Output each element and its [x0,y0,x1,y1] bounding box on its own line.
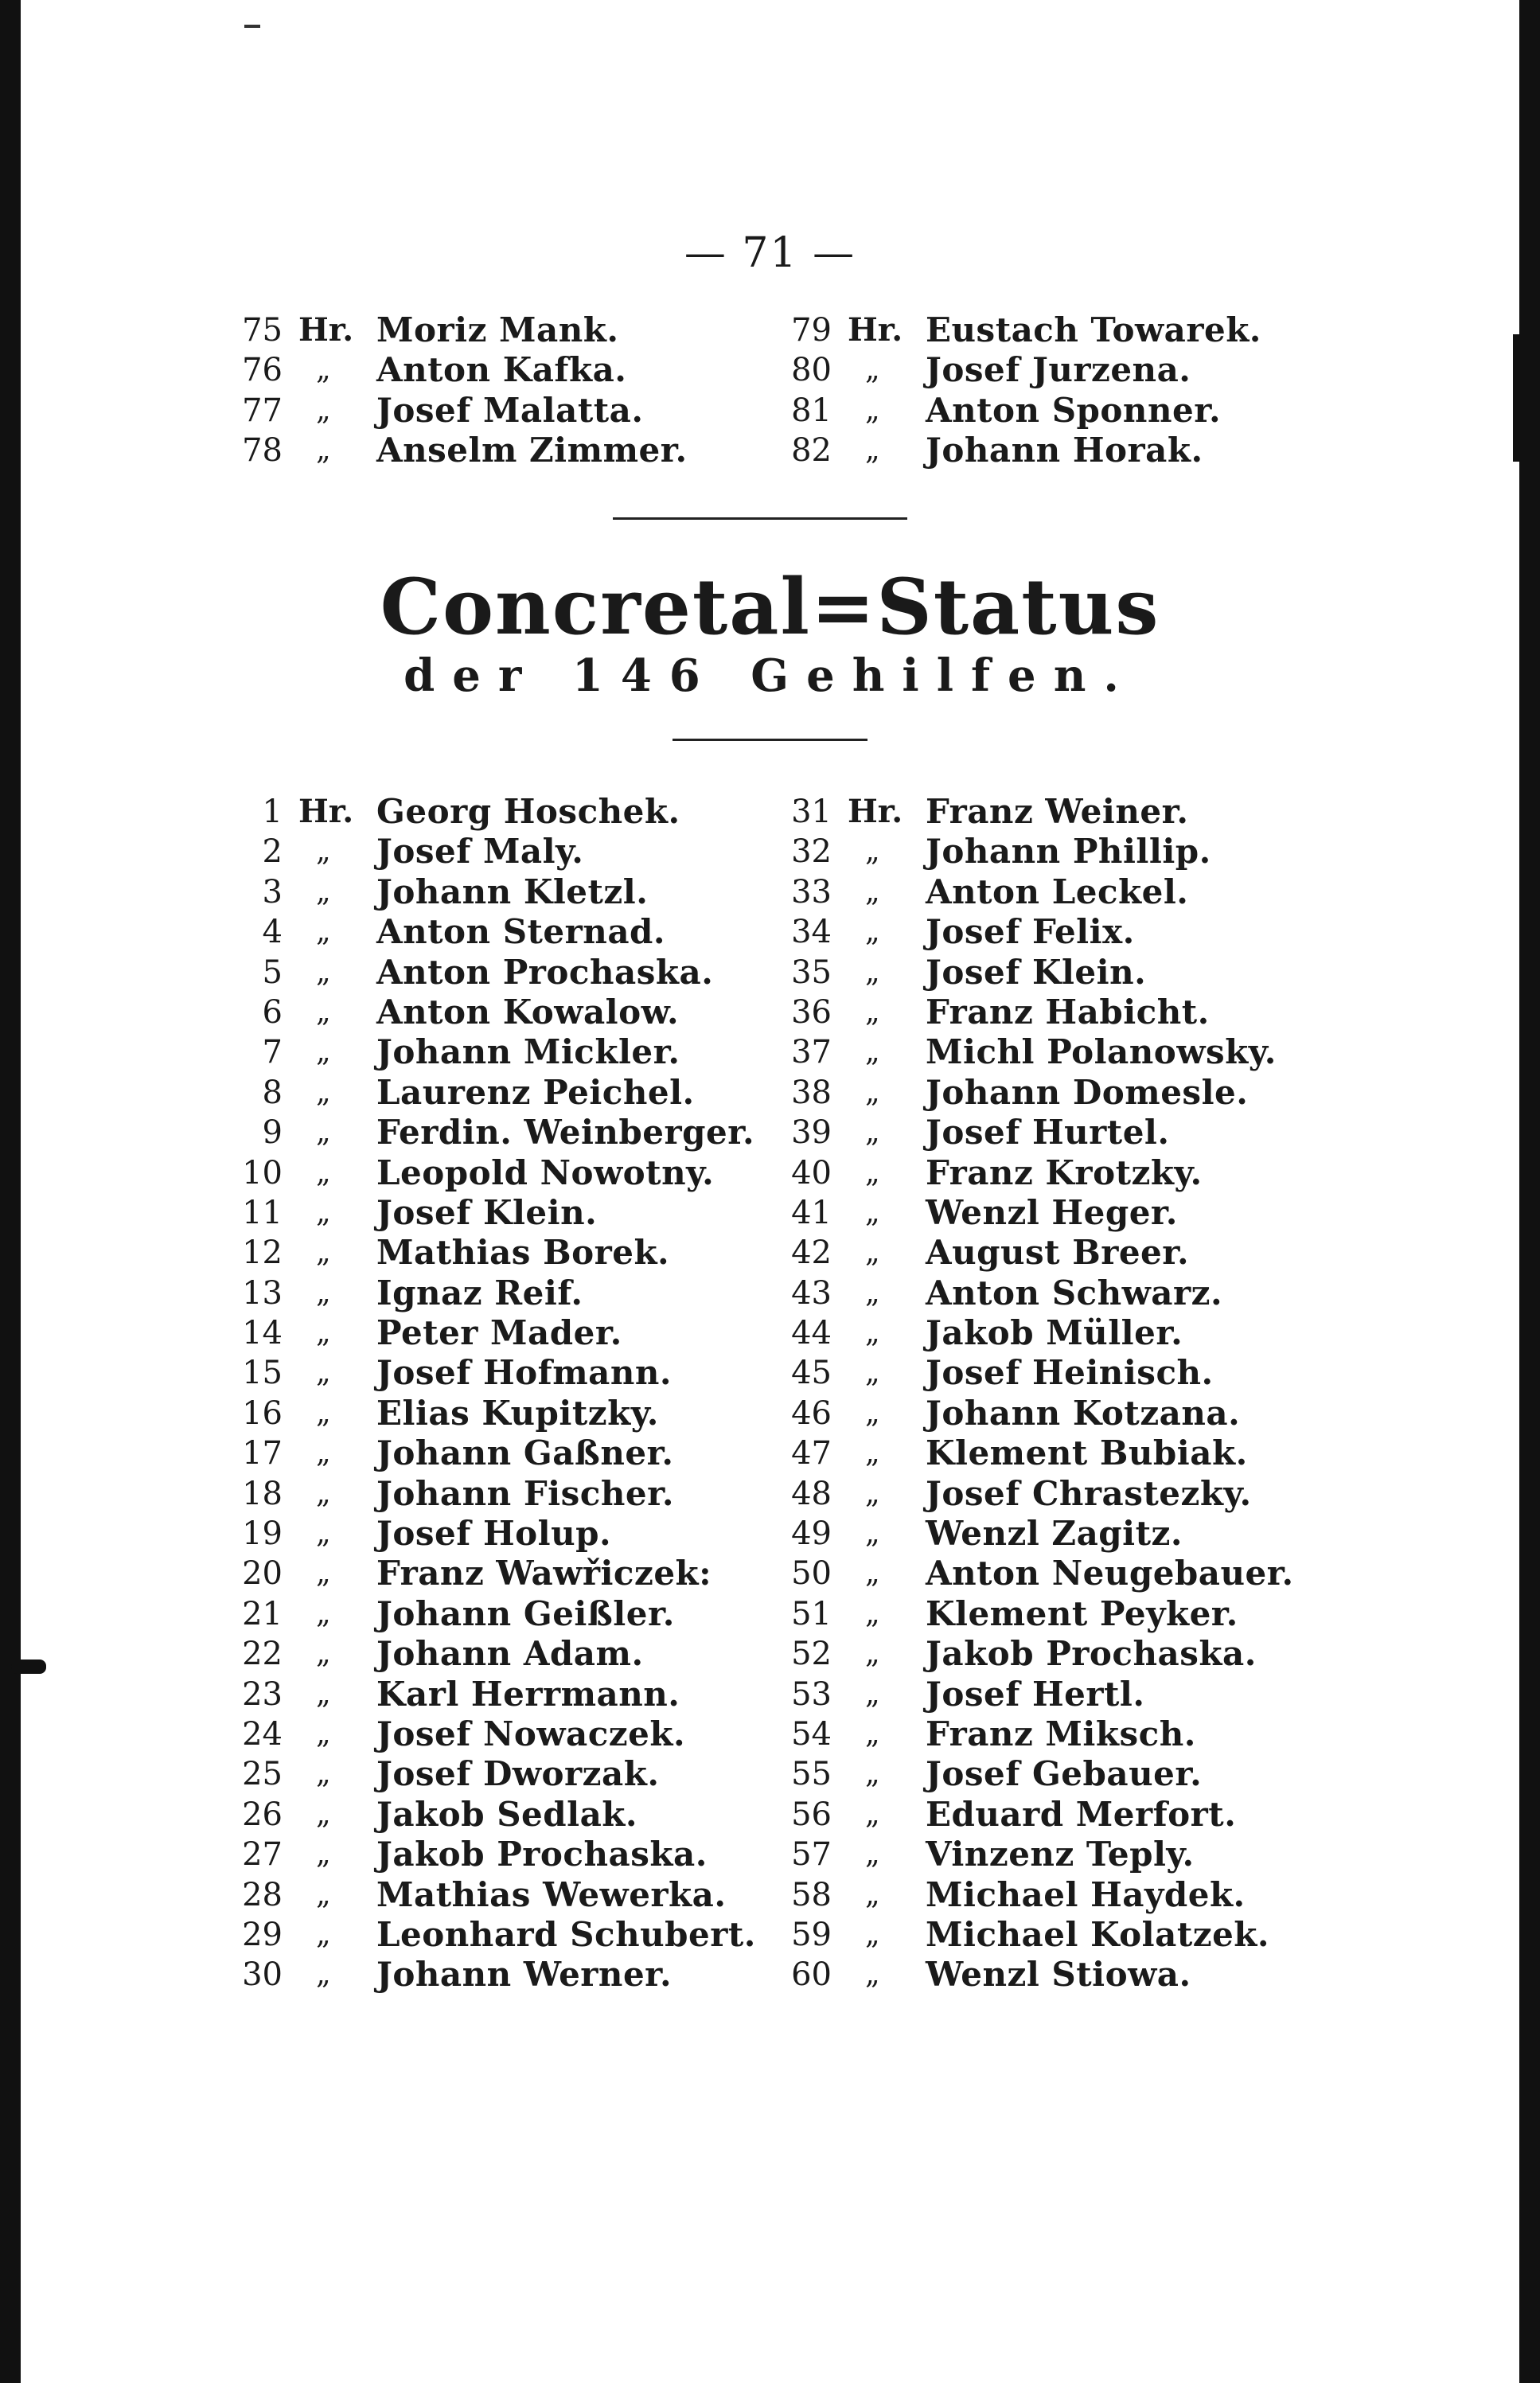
list-item [752,1433,1389,1473]
list-item [752,310,1389,350]
entry-title: „ [316,1878,331,1911]
top-left-list [203,310,760,471]
entry-name: Ferdin. Weinberger. [376,1113,755,1152]
entry-number: 75 [242,312,283,349]
entry-name: Vinzenz Teply. [926,1835,1195,1874]
entry-number: 47 [791,1435,832,1472]
entry-name: Eustach Towarek. [926,310,1261,349]
section-heading: Concretal=Status [380,562,1160,652]
entry-number: 59 [791,1916,832,1953]
entry-number: 12 [242,1234,283,1272]
list-item [203,832,760,872]
entry-title: „ [865,1597,880,1630]
entry-number: 22 [242,1636,283,1673]
list-item [203,1474,760,1514]
list-item [752,1353,1389,1393]
entry-number: 57 [791,1836,832,1874]
entry-title: „ [316,1316,331,1350]
entry-title: „ [316,1476,331,1510]
entry-number: 26 [242,1796,283,1833]
entry-number: 48 [791,1475,832,1512]
list-item [203,1594,760,1634]
entry-title: „ [316,1035,331,1069]
entry-title: „ [316,353,331,387]
entry-name: Josef Heinisch. [926,1353,1214,1393]
list-item [203,1113,760,1152]
list-item [203,1193,760,1233]
entry-title: „ [316,1075,331,1109]
entry-name: Anton Kafka. [376,350,627,390]
list-item [752,1915,1389,1955]
entry-number: 16 [242,1394,283,1432]
entry-title: Hr. [848,793,903,830]
list-item [752,1073,1389,1113]
entry-number: 60 [791,1956,832,1994]
left-edge-mark [11,1660,46,1674]
entry-name: Josef Dworzak. [376,1754,660,1794]
entry-title: „ [316,1717,331,1750]
top-margin-mark [244,25,260,28]
list-item [752,953,1389,993]
entry-title: „ [865,1797,880,1831]
entry-number: 52 [791,1636,832,1673]
entry-title: „ [316,1677,331,1710]
entry-number: 54 [791,1715,832,1753]
list-item [203,1032,760,1072]
entry-number: 50 [791,1555,832,1593]
entry-number: 6 [262,993,283,1031]
list-item [752,832,1389,872]
entry-name: Johann Kletzl. [376,872,649,911]
entry-number: 51 [791,1595,832,1632]
list-item [203,993,760,1032]
entry-title: „ [316,1116,331,1149]
entry-number: 1 [262,794,283,830]
entry-name: Josef Klein. [376,1192,598,1232]
entry-name: Mathias Borek. [376,1233,670,1273]
entry-name: Franz Weiner. [926,792,1189,831]
entry-title: „ [865,1075,880,1109]
entry-number: 38 [791,1074,832,1111]
entry-number: 46 [791,1394,832,1432]
list-item [752,912,1389,952]
entry-number: 37 [791,1034,832,1071]
main-right-list [752,792,1389,1995]
list-item [752,1233,1389,1273]
entry-name: Anton Kowalow. [376,992,680,1032]
list-item [752,792,1389,832]
entry-name: Wenzl Stiowa. [926,1955,1191,1995]
entry-number: 13 [242,1274,283,1312]
entry-title: „ [865,434,880,467]
entry-name: Leopold Nowotny. [376,1152,715,1192]
entry-name: Jakob Prochaska. [376,1835,708,1874]
entry-name: Josef Hertl. [926,1674,1145,1714]
entry-title: „ [865,1356,880,1390]
entry-name: Elias Kupitzky. [376,1393,659,1433]
entry-number: 29 [242,1916,283,1953]
entry-title: „ [865,1637,880,1671]
entry-name: Josef Felix. [926,912,1135,952]
list-item [752,1554,1389,1593]
entry-name: Anton Leckel. [926,872,1189,911]
entry-title: „ [316,1797,331,1831]
entry-name: Peter Mader. [376,1313,622,1353]
entry-number: 55 [791,1756,832,1793]
list-item [752,431,1389,470]
entry-title: „ [865,1677,880,1710]
list-item [203,1394,760,1433]
list-item [203,1754,760,1794]
list-item [752,1273,1389,1313]
entry-name: Georg Hoschek. [376,792,680,831]
list-item [752,1955,1389,1995]
entry-title: „ [865,1316,880,1350]
list-item [752,1675,1389,1714]
entry-number: 8 [262,1074,283,1111]
list-item [203,792,760,832]
entry-name: Johann Gaßner. [376,1433,674,1473]
entry-title: „ [316,915,331,949]
entry-title: „ [865,1396,880,1429]
entry-name: Eduard Merfort. [926,1794,1237,1834]
entry-title: „ [316,434,331,467]
entry-title: „ [865,1035,880,1069]
entry-title: „ [865,1116,880,1149]
entry-number: 27 [242,1836,283,1874]
section-subheading: der 146 Gehilfen. [404,649,1136,702]
list-item [203,1675,760,1714]
entry-name: Laurenz Peichel. [376,1072,695,1112]
list-item [203,1795,760,1835]
entry-title: „ [316,1396,331,1429]
entry-name: Josef Holup. [376,1514,612,1554]
page-number: — 71 — [684,229,856,277]
list-item [752,1153,1389,1193]
entry-title: „ [316,1958,331,1991]
list-item [752,1474,1389,1514]
entry-number: 31 [791,794,832,830]
entry-number: 43 [791,1274,832,1312]
entry-title: „ [316,1597,331,1630]
entry-number: 19 [242,1515,283,1553]
entry-title: Hr. [298,311,354,349]
entry-name: Josef Jurzena. [926,350,1191,390]
main-left-list [203,792,760,1995]
entry-number: 33 [791,873,832,911]
entry-number: 76 [242,352,283,389]
entry-title: „ [316,1276,331,1309]
entry-number: 36 [791,993,832,1031]
entry-name: Josef Nowaczek. [376,1714,686,1753]
entry-name: Johann Adam. [376,1634,644,1674]
entry-name: Wenzl Heger. [926,1192,1178,1232]
list-item [752,1594,1389,1634]
entry-number: 77 [242,392,283,429]
entry-title: „ [316,1557,331,1590]
list-item [203,391,760,431]
entry-title: „ [865,1757,880,1791]
entry-title: „ [865,1917,880,1951]
list-item [752,1835,1389,1874]
entry-number: 40 [791,1154,832,1192]
entry-number: 49 [791,1515,832,1553]
entry-title: „ [865,1236,880,1270]
list-item [752,350,1389,390]
entry-number: 58 [791,1876,832,1913]
list-item [752,1313,1389,1353]
list-item [752,1514,1389,1554]
entry-name: Franz Wawřiczek: [376,1554,712,1593]
top-right-list [752,310,1389,471]
entry-name: Johann Werner. [376,1955,673,1995]
entry-number: 7 [262,1034,283,1071]
entry-name: Michael Haydek. [926,1874,1246,1914]
entry-name: Anton Sternad. [376,912,666,952]
divider-rule-top [613,517,907,520]
entry-title: „ [865,955,880,989]
entry-title: „ [865,995,880,1028]
entry-name: Anton Neugebauer. [926,1554,1294,1593]
list-item [752,1714,1389,1754]
entry-title: „ [316,1437,331,1470]
entry-title: „ [865,1958,880,1991]
entry-title: „ [316,995,331,1028]
entry-number: 3 [262,873,283,911]
entry-title: „ [316,393,331,427]
entry-number: 79 [791,312,832,349]
entry-name: Johann Horak. [926,431,1203,470]
entry-number: 78 [242,432,283,470]
entry-number: 9 [262,1114,283,1152]
entry-name: Jakob Prochaska. [926,1634,1257,1674]
entry-title: „ [865,915,880,949]
entry-name: Anton Sponner. [926,390,1222,430]
entry-number: 17 [242,1435,283,1472]
entry-name: Michael Kolatzek. [926,1914,1270,1954]
entry-title: „ [316,1757,331,1791]
list-item [752,1875,1389,1915]
entry-name: Franz Krotzky. [926,1152,1203,1192]
entry-number: 20 [242,1555,283,1593]
divider-rule-bottom [673,739,867,741]
entry-name: Josef Malatta. [376,390,644,430]
entry-title: „ [865,1476,880,1510]
list-item [203,431,760,470]
left-page-edge [0,0,21,2383]
entry-name: Josef Maly. [376,832,584,872]
entry-title: Hr. [298,793,354,830]
entry-name: Klement Bubiak. [926,1433,1248,1473]
entry-title: „ [865,1557,880,1590]
entry-name: Johann Fischer. [376,1473,674,1513]
list-item [203,953,760,993]
list-item [752,993,1389,1032]
entry-title: „ [316,835,331,868]
entry-name: Josef Hurtel. [926,1113,1170,1152]
list-item [203,1433,760,1473]
list-item [752,1113,1389,1152]
entry-number: 5 [262,954,283,991]
list-item [752,872,1389,912]
list-item [203,1875,760,1915]
list-item [752,1634,1389,1674]
list-item [203,1514,760,1554]
entry-name: Franz Habicht. [926,992,1210,1032]
entry-number: 18 [242,1475,283,1512]
list-item [203,1955,760,1995]
entry-name: Mathias Wewerka. [376,1874,727,1914]
list-item [752,1754,1389,1794]
entry-name: Johann Mickler. [376,1032,680,1072]
entry-number: 39 [791,1114,832,1152]
list-item [752,391,1389,431]
entry-name: Josef Klein. [926,952,1147,992]
entry-title: „ [865,1838,880,1871]
entry-name: August Breer. [926,1233,1190,1273]
entry-number: 2 [262,833,283,871]
entry-title: „ [316,1838,331,1871]
entry-name: Johann Kotzana. [926,1393,1241,1433]
entry-title: „ [865,875,880,908]
list-item [752,1032,1389,1072]
list-item [203,1915,760,1955]
entry-number: 41 [791,1194,832,1231]
list-item [203,1714,760,1754]
list-item [203,1554,760,1593]
entry-name: Jakob Sedlak. [376,1794,638,1834]
entry-title: „ [316,1236,331,1270]
entry-number: 56 [791,1796,832,1833]
entry-name: Josef Hofmann. [376,1353,673,1393]
entry-title: „ [865,1878,880,1911]
list-item [203,1353,760,1393]
entry-title: Hr. [848,311,903,349]
list-item [203,1153,760,1193]
entry-number: 30 [242,1956,283,1994]
right-edge-mark [1513,334,1529,462]
list-item [752,1394,1389,1433]
entry-title: „ [865,1195,880,1229]
entry-number: 81 [791,392,832,429]
entry-name: Klement Peyker. [926,1593,1238,1633]
entry-number: 23 [242,1675,283,1713]
list-item [203,310,760,350]
entry-name: Michl Polanowsky. [926,1032,1277,1072]
entry-title: „ [316,1917,331,1951]
entry-name: Johann Domesle. [926,1072,1249,1112]
entry-number: 35 [791,954,832,991]
entry-number: 45 [791,1355,832,1392]
entry-title: „ [865,1517,880,1550]
entry-title: „ [865,1437,880,1470]
entry-number: 28 [242,1876,283,1913]
entry-number: 4 [262,914,283,951]
entry-number: 15 [242,1355,283,1392]
entry-title: „ [316,875,331,908]
entry-name: Franz Miksch. [926,1714,1196,1753]
list-item [203,1313,760,1353]
entry-title: „ [316,1356,331,1390]
entry-title: „ [316,1195,331,1229]
list-item [203,1835,760,1874]
entry-title: „ [865,393,880,427]
entry-name: Moriz Mank. [376,310,619,349]
entry-title: „ [865,1156,880,1189]
list-item [752,1193,1389,1233]
entry-title: „ [865,835,880,868]
entry-number: 10 [242,1154,283,1192]
entry-number: 80 [791,352,832,389]
entry-title: „ [316,1637,331,1671]
entry-number: 21 [242,1595,283,1632]
list-item [203,1273,760,1313]
entry-name: Anton Prochaska. [376,952,714,992]
entry-number: 24 [242,1715,283,1753]
list-item [203,1073,760,1113]
list-item [203,912,760,952]
entry-name: Jakob Müller. [926,1313,1183,1353]
entry-name: Karl Herrmann. [376,1674,680,1714]
entry-name: Leonhard Schubert. [376,1914,756,1954]
list-item [203,1634,760,1674]
entry-name: Anselm Zimmer. [376,431,688,470]
entry-number: 44 [791,1315,832,1352]
entry-title: „ [316,1156,331,1189]
entry-number: 11 [242,1194,283,1231]
entry-number: 53 [791,1675,832,1713]
entry-name: Johann Phillip. [926,832,1211,872]
entry-title: „ [865,1276,880,1309]
entry-number: 34 [791,914,832,951]
entry-number: 42 [791,1234,832,1272]
list-item [752,1795,1389,1835]
list-item [203,1233,760,1273]
entry-name: Josef Gebauer. [926,1754,1203,1794]
entry-name: Johann Geißler. [376,1593,675,1633]
entry-name: Josef Chrastezky. [926,1473,1252,1513]
entry-name: Ignaz Reif. [376,1273,583,1312]
entry-number: 25 [242,1756,283,1793]
entry-title: „ [316,955,331,989]
entry-number: 32 [791,833,832,871]
entry-title: „ [316,1517,331,1550]
entry-title: „ [865,1717,880,1750]
entry-title: „ [865,353,880,387]
list-item [203,872,760,912]
entry-number: 82 [791,432,832,470]
list-item [203,350,760,390]
entry-number: 14 [242,1315,283,1352]
entry-name: Wenzl Zagitz. [926,1514,1183,1554]
entry-name: Anton Schwarz. [926,1273,1223,1312]
